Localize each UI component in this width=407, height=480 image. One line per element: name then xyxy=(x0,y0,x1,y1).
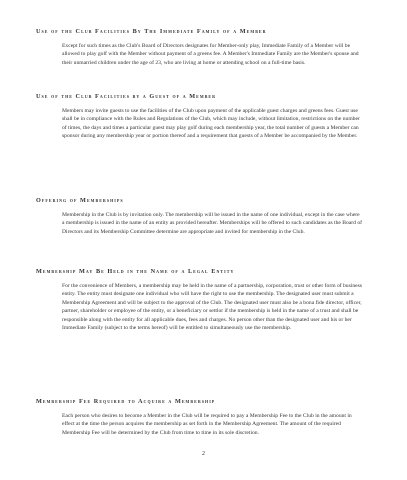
section-membership-fee xyxy=(36,398,376,447)
section-heading: Offering of Memberships xyxy=(36,197,124,204)
page-number: 2 xyxy=(202,451,205,457)
section-family-use xyxy=(36,28,376,77)
section-guest-use xyxy=(36,93,376,151)
section-body: Membership in the Club is by invitation only. The membership will be issued in the name of one individual, except in the case where a membership is issued in the name of an entity as provided hereafter. Memberships will be offered to such candidates as the Board of Directors and its Membership Committee determine are appropriate and invited for membership in the Club. xyxy=(62,212,363,235)
section-legal-entity xyxy=(36,268,376,342)
section-heading: Use of the Club Facilities by a Guest of a Member xyxy=(36,93,217,100)
section-offering xyxy=(36,197,376,246)
section-heading: Membership May Be Held in the Name of a Legal Entity xyxy=(36,268,235,275)
section-body: Members may invite guests to use the facilities of the Club upon payment of the applicable guest charges and greens fees. Guest use shall be in compliance with the Rules and Regulations of the Club, which may include, without limitation, restrictions on the number of times, the days and times a particular guest may play golf during each membership year, the total number of guests a Member can sponsor during any membership year or portion thereof and a requirement that guests of a Member be accompanied by the Member. xyxy=(62,108,360,140)
section-body: For the convenience of Members, a membership may be held in the name of a partnership, corporation, trust or other form of business entity. The entity must designate one individual who will have the right to use the membership. The designated user must submit a Membership Agreement and will be subject to the approval of the Club. The designated user must also be a bona fide director, officer, partner, shareholder or employee of the entity, or a beneficiary or settlor if the membership is held in the name of a trust and shall be responsible along with the entity for all applicable dues, fees and charges. No person other than the designated user and his or her Immediate Family (subject to the terms hereof) will be entitled to simultaneously use the membership. xyxy=(62,283,362,332)
section-body: Each person who desires to become a Member in the Club will be required to pay a Membership Fee to the Club in the amount in effect at the time the person acquires the membership as set forth in the Membership Agreement. The amount of the required Membership Fee will be determined by the Club from time to time in its sole discretion. xyxy=(62,413,352,436)
section-body: Except for such times as the Club's Board of Directors designates for Member-only play, Immediate Family of a Member will be allowed to play golf with the Member without payment of a greens fee. A Member's Immediate Family are the Member's spouse and their unmarried children under the age of 23, who are living at home or attending school on a full-time basis. xyxy=(62,43,359,66)
section-heading: Membership Fee Required to Acquire a Membership xyxy=(36,398,216,405)
section-heading: Use of the Club Facilities By The Immediate Family of a Member xyxy=(36,28,267,35)
